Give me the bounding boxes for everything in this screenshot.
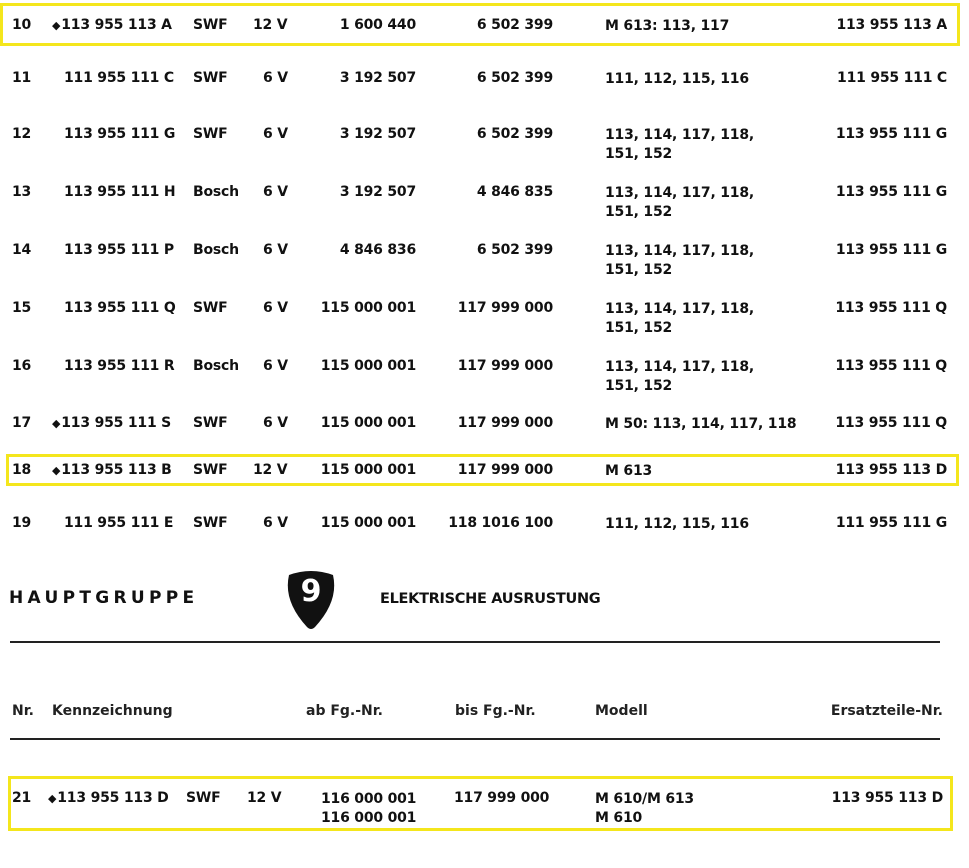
voltage: 6 V: [263, 242, 288, 258]
part-code: 113 955 111 P: [64, 242, 174, 258]
header-ab-fg-nr: ab Fg.-Nr.: [306, 703, 383, 719]
part-code: ◆113 955 111 S: [52, 415, 172, 431]
header-bis-fg-nr: bis Fg.-Nr.: [455, 703, 536, 719]
row-number: 18: [12, 462, 32, 478]
row-number: 10: [12, 17, 32, 33]
part-code: ◆113 955 113 A: [52, 17, 172, 33]
row-number: 17: [12, 415, 32, 431]
voltage: 12 V: [253, 17, 288, 33]
model: M 613: 113, 117: [605, 18, 730, 34]
from-chassis: 115 000 001: [320, 462, 416, 478]
to-chassis: 117 999 000: [457, 415, 553, 431]
row-number: 15: [12, 300, 32, 316]
to-chassis: 6 502 399: [476, 70, 553, 86]
make: SWF: [193, 70, 228, 86]
voltage: 6 V: [263, 515, 288, 531]
make: Bosch: [193, 242, 239, 258]
from-chassis: 3 192 507: [339, 184, 416, 200]
model: M 613: [605, 463, 653, 479]
row-number: 16: [12, 358, 32, 374]
voltage: 6 V: [263, 358, 288, 374]
model: 113, 114, 117, 118, 151, 152: [605, 243, 754, 278]
part-code: 113 955 111 R: [64, 358, 175, 374]
make: Bosch: [193, 358, 239, 374]
voltage: 6 V: [263, 184, 288, 200]
part-code: ◆113 955 113 B: [52, 462, 172, 478]
row-number: 13: [12, 184, 32, 200]
model: M 50: 113, 114, 117, 118: [605, 416, 797, 432]
spare-part-number: 113 955 113 D: [831, 790, 943, 806]
header-nr: Nr.: [12, 703, 34, 719]
diamond-marker: ◆: [48, 792, 57, 805]
make: SWF: [193, 515, 228, 531]
to-chassis: 6 502 399: [476, 126, 553, 142]
make: SWF: [193, 462, 228, 478]
model: 113, 114, 117, 118, 151, 152: [605, 127, 754, 162]
voltage: 6 V: [263, 415, 288, 431]
spare-part-number: 113 955 111 Q: [835, 358, 947, 374]
spare-part-number: 113 955 113 A: [836, 17, 947, 33]
diamond-marker: ◆: [52, 19, 61, 32]
part-code: 111 955 111 C: [64, 70, 174, 86]
voltage: 12 V: [247, 790, 282, 806]
from-chassis: 115 000 001: [320, 515, 416, 531]
voltage: 6 V: [263, 300, 288, 316]
spare-part-number: 113 955 113 D: [835, 462, 947, 478]
spare-part-number: 113 955 111 G: [835, 184, 947, 200]
to-chassis: 117 999 000: [457, 300, 553, 316]
spare-part-number: 113 955 111 Q: [835, 415, 947, 431]
header-ersatzteile-nr: Ersatzteile-Nr.: [830, 703, 943, 719]
to-chassis: 4 846 835: [476, 184, 553, 200]
from-chassis: 3 192 507: [339, 126, 416, 142]
part-code: 113 955 111 H: [64, 184, 176, 200]
group-subtitle: ELEKTRISCHE AUSRUSTUNG: [380, 591, 601, 607]
model: 111, 112, 115, 116: [605, 71, 749, 87]
divider-top: [10, 641, 940, 643]
spare-part-number: 113 955 111 G: [835, 242, 947, 258]
diamond-marker: ◆: [52, 464, 61, 477]
to-chassis: 118 1016 100: [448, 515, 553, 531]
make: SWF: [193, 17, 228, 33]
header-kennzeichnung: Kennzeichnung: [52, 703, 173, 719]
group-number: 9: [300, 574, 322, 609]
to-chassis: 117 999 000: [454, 790, 550, 806]
make: SWF: [193, 300, 228, 316]
model: 113, 114, 117, 118, 151, 152: [605, 359, 754, 394]
to-chassis: 117 999 000: [457, 358, 553, 374]
spare-part-number: 113 955 111 G: [835, 126, 947, 142]
from-chassis: 4 846 836: [339, 242, 416, 258]
from-chassis: 3 192 507: [339, 70, 416, 86]
part-code: ◆113 955 113 D: [48, 790, 169, 806]
to-chassis: 117 999 000: [457, 462, 553, 478]
from-chassis: 115 000 001: [320, 358, 416, 374]
row-number: 12: [12, 126, 32, 142]
model: 113, 114, 117, 118, 151, 152: [605, 301, 754, 336]
voltage: 6 V: [263, 126, 288, 142]
row-number: 11: [12, 70, 32, 86]
diamond-marker: ◆: [52, 417, 61, 430]
model: M 610/M 613 M 610: [595, 791, 694, 826]
spare-part-number: 113 955 111 Q: [835, 300, 947, 316]
make: SWF: [193, 126, 228, 142]
from-chassis: 1 600 440: [339, 17, 416, 33]
make: Bosch: [193, 184, 239, 200]
group-title: HAUPTGRUPPE: [9, 588, 199, 608]
from-chassis: 116 000 001 116 000 001: [321, 791, 417, 826]
model: 113, 114, 117, 118, 151, 152: [605, 185, 754, 220]
row-number: 21: [12, 790, 32, 806]
spare-part-number: 111 955 111 G: [835, 515, 947, 531]
part-code: 113 955 111 Q: [64, 300, 176, 316]
spare-part-number: 111 955 111 C: [837, 70, 947, 86]
divider-bottom: [10, 738, 940, 740]
header-modell: Modell: [595, 703, 648, 719]
from-chassis: 115 000 001: [320, 300, 416, 316]
part-code: 113 955 111 G: [64, 126, 176, 142]
from-chassis: 115 000 001: [320, 415, 416, 431]
row-number: 19: [12, 515, 32, 531]
model: 111, 112, 115, 116: [605, 516, 749, 532]
make: SWF: [193, 415, 228, 431]
voltage: 6 V: [263, 70, 288, 86]
to-chassis: 6 502 399: [476, 242, 553, 258]
row-number: 14: [12, 242, 32, 258]
make: SWF: [186, 790, 221, 806]
to-chassis: 6 502 399: [476, 17, 553, 33]
part-code: 111 955 111 E: [64, 515, 174, 531]
voltage: 12 V: [253, 462, 288, 478]
